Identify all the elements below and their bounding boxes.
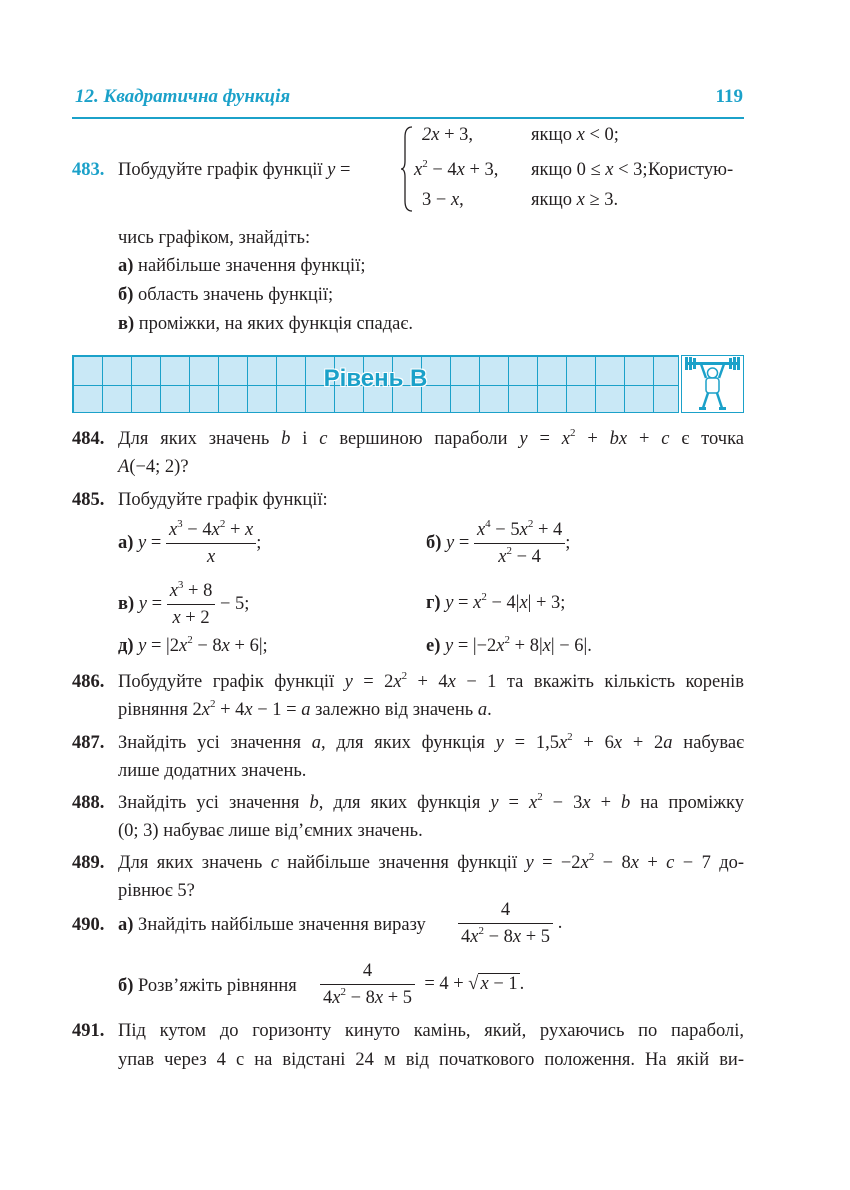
problem-486-line1: Побудуйте графік функції $y = 2x^2 + 4x - 1$ та вкажіть кількість коренів: [118, 670, 744, 692]
problem-489-line1: Для яких значень c найбільше значення функції $y = -2x^2 - 8x + c - 7$ до-: [118, 851, 745, 873]
problem-485-item-e: е) $y = |-2x^2 + 8|x| - 6|$.: [426, 634, 592, 656]
problem-491-line1: Під кутом до горизонту кинуто камінь, який, рухаючись по параболі,: [118, 1021, 744, 1041]
problem-485-lead: Побудуйте графік функції:: [118, 490, 328, 510]
problem-483-tail: Користую-: [648, 160, 734, 180]
problem-483-lead: Побудуйте графік функції y =: [118, 160, 351, 180]
running-header-title: 12. Квадратична функція: [75, 86, 291, 107]
problem-485-item-g: г) $y = x^2 - 4|x| + 3$;: [426, 591, 566, 613]
problem-489-number: 489.: [72, 853, 105, 873]
case-1-expr: 2x + 3,: [422, 125, 474, 145]
problem-487-line2: лише додатних значень.: [118, 761, 307, 781]
problem-490-item-a-fraction: $\frac{4}{4x^2 - 8x + 5}$ .: [458, 897, 562, 950]
problem-484-number: 484.: [72, 429, 105, 449]
problem-485-number: 485.: [72, 490, 105, 510]
problem-487-line1: Знайдіть усі значення a, для яких функція $y = 1,5x^2 + 6x + 2a$ набуває: [118, 731, 745, 753]
problem-485-item-a: а) y = $\frac{x^3 - 4x^2 + x}{x}$ ;: [118, 518, 262, 567]
piecewise-brace: [400, 125, 414, 218]
header-rule: [72, 117, 744, 119]
problem-489-line2: рівнює 5?: [118, 881, 195, 901]
level-banner: [72, 355, 744, 413]
problem-483-item-b: б) область значень функції;: [118, 285, 334, 305]
case-2-expr: $x^2 - 4x + 3$,: [414, 158, 499, 180]
problem-488-line2: (0; 3) набуває лише від’ємних значень.: [118, 821, 423, 841]
page-number: 119: [715, 86, 743, 107]
problem-486-line2: рівняння $2x^2 + 4x - 1 = a$ залежно від значень a.: [118, 698, 492, 720]
weightlifter-icon: [681, 355, 744, 413]
problem-490-item-b-equation: $\frac{4}{4x^2 - 8x + 5}$ = 4 + √ x − 1 .: [320, 958, 524, 1011]
problem-483-number: 483.: [72, 160, 105, 180]
problem-490-item-a-text: а) Знайдіть найбільше значення виразу: [118, 915, 426, 935]
problem-491-line2: упав через 4 с на відстані 24 м від початкового положення. На якій ви-: [118, 1050, 744, 1070]
problem-490-number: 490.: [72, 915, 105, 935]
case-3-cond: якщо x ≥ 3.: [531, 190, 619, 210]
problem-485-item-v: в) y = $\frac{x^3 + 8}{x + 2}$ − 5;: [118, 579, 250, 628]
problem-484-line2: A(−4; 2)?: [118, 457, 189, 477]
problem-485-item-b: б) y = $\frac{x^4 - 5x^2 + 4}{x^2 - 4}$ ;: [426, 518, 571, 567]
problem-483-cont: чись графіком, знайдіть:: [118, 228, 311, 248]
level-title: Рівень В: [323, 365, 428, 392]
case-2-cond: якщо 0 ≤ x < 3;: [531, 160, 648, 180]
problem-487-number: 487.: [72, 733, 105, 753]
case-3-expr: 3 − x,: [422, 190, 464, 210]
problem-490-item-b-text: б) Розв’яжіть рівняння: [118, 976, 297, 996]
problem-491-number: 491.: [72, 1021, 105, 1041]
problem-483-item-a: а) найбільше значення функції;: [118, 256, 366, 276]
problem-483-item-v: в) проміжки, на яких функція спадає.: [118, 314, 413, 334]
problem-485-item-d: д) $y = |2x^2 - 8x + 6|$;: [118, 634, 268, 656]
problem-488-line1: Знайдіть усі значення b, для яких функція $y = x^2 - 3x + b$ на проміжку: [118, 791, 745, 813]
case-1-cond: якщо x < 0;: [531, 125, 619, 145]
problem-488-number: 488.: [72, 793, 105, 813]
problem-484-line1: Для яких значень b і c вершиною параболи $y = x^2$ + bx + c є точка: [118, 427, 744, 449]
problem-486-number: 486.: [72, 672, 105, 692]
